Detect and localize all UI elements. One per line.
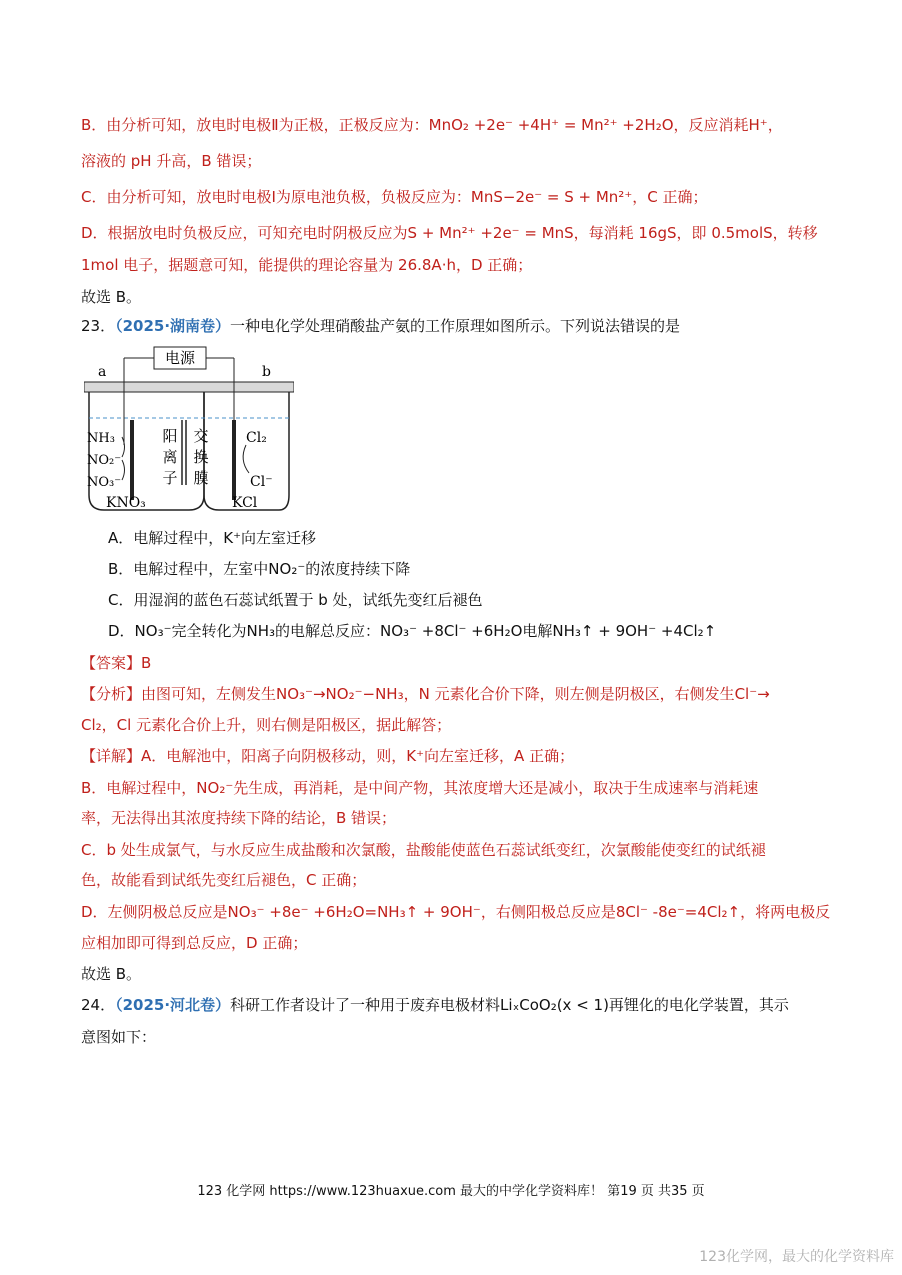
analysis-tag: 【分析】 <box>81 685 142 703</box>
power-label: 电源 <box>164 349 196 367</box>
species-nh3: NH₃ <box>87 431 115 446</box>
answer-row <box>81 652 151 674</box>
membrane-char-3: 子 <box>162 469 178 487</box>
option-a: A．电解过程中，K⁺向左室迁移 <box>108 529 317 547</box>
terminal-b: b <box>262 364 271 380</box>
question-23-number: 23． <box>81 317 116 335</box>
text-d2: 1mol 电子，据题意可知，能提供的理论容量为 26.8A·h，D 正确； <box>81 256 533 274</box>
membrane-char-1: 阳 <box>162 427 178 445</box>
species-no2: NO₂⁻ <box>87 453 122 468</box>
terminal-a: a <box>98 364 107 380</box>
option-b: B．电解过程中，左室中NO₂⁻的浓度持续下降 <box>108 560 411 578</box>
text-answer-2: 故选 B。 <box>81 965 142 983</box>
option-d: D．NO₃⁻完全转化为NH₃的电解总反应：NO₃⁻ +8Cl⁻ +6H₂O电解NH₃↑ + 9OH⁻ +4Cl₂↑ <box>108 622 717 640</box>
detail-text-b1: B．电解过程中，NO₂⁻先生成，再消耗，是中间产物，其浓度增大还是减小，取决于生成速率与消耗速 <box>81 779 759 797</box>
species-cl2: Cl₂ <box>246 430 267 446</box>
right-electrode <box>232 420 236 500</box>
option-c: C．用湿润的蓝色石蕊试纸置于 b 处，试纸先变红后褪色 <box>108 591 483 609</box>
question-24-text-1: 科研工作者设计了一种用于废弃电极材料LiₓCoO₂(x < 1)再锂化的电化学装置，其示 <box>230 996 789 1014</box>
question-24-source: （2025·河北卷） <box>115 996 231 1014</box>
detail-text-d2: 应相加即可得到总反应，D 正确； <box>81 934 308 952</box>
detail-text-c1: C．b 处生成氯气，与水反应生成盐酸和次氯酸，盐酸能使蓝色石蕊试纸变红，次氯酸能使变红的试纸褪 <box>81 841 766 859</box>
analysis-text-2: Cl₂，Cl 元素化合价上升，则右侧是阳极区，据此解答； <box>81 716 452 734</box>
detail-text-a: A．电解池中，阳离子向阴极移动，则，K⁺向左室迁移，A 正确； <box>141 747 575 765</box>
page-footer: 123 化学网 https://www.123huaxue.com 最大的中学化学资料库！ 第19 页 共35 页 <box>197 1184 705 1199</box>
text-answer-1: 故选 B。 <box>81 288 142 306</box>
question-24-text-2: 意图如下： <box>81 1028 157 1046</box>
right-chamber <box>204 392 289 510</box>
membrane-char-6: 膜 <box>193 469 209 487</box>
membrane-char-2: 离 <box>162 448 178 466</box>
question-23-source: （2025·湖南卷） <box>115 317 231 335</box>
membrane-char-5: 换 <box>193 448 209 466</box>
left-electrode <box>130 420 134 500</box>
detail-text-c2: 色，故能看到试纸先变红后褪色，C 正确； <box>81 871 367 889</box>
species-no3: NO₃⁻ <box>87 475 122 490</box>
detail-row <box>81 745 574 767</box>
analysis-text-1: 由图可知，左侧发生NO₃⁻→NO₂⁻−NH₃，N 元素化合价下降，则左侧是阴极区，右侧发生Cl⁻→ <box>141 685 770 703</box>
arrow-right <box>243 445 249 473</box>
question-23 <box>81 315 680 337</box>
membrane-char-4: 交 <box>193 427 209 445</box>
answer-value: B <box>141 654 152 672</box>
left-solution-label: KNO₃ <box>106 495 146 511</box>
text-d1: D．根据放电时负极反应，可知充电时阴极反应为S + Mn²⁺ +2e⁻ = MnS，每消耗 16gS，即 0.5molS，转移 <box>81 224 818 242</box>
species-cl-ion: Cl⁻ <box>250 474 273 490</box>
question-24-number: 24． <box>81 996 116 1014</box>
text-c1: C．由分析可知，放电时电极Ⅰ为原电池负极，负极反应为：MnS−2e⁻ = S + Mn²⁺，C 正确； <box>81 188 708 206</box>
detail-tag: 【详解】 <box>81 747 142 765</box>
text-b1: B．由分析可知，放电时电极Ⅱ为正极，正极反应为：MnO₂ +2e⁻ +4H⁺ = Mn²⁺ +2H₂O，反应消耗H⁺， <box>81 116 783 134</box>
watermark: 123化学网，最大的化学资料库 <box>699 1249 894 1265</box>
text-b2: 溶液的 pH 升高，B 错误； <box>81 152 262 170</box>
electrolysis-diagram <box>84 345 294 515</box>
question-23-text: 一种电化学处理硝酸盐产氨的工作原理如图所示。下列说法错误的是 <box>230 317 681 335</box>
cell-lid <box>84 382 294 392</box>
analysis-row <box>81 683 770 705</box>
right-solution-label: KCl <box>232 495 258 511</box>
detail-text-b2: 率，无法得出其浓度持续下降的结论，B 错误； <box>81 809 397 827</box>
question-24 <box>81 994 789 1016</box>
detail-text-d1: D．左侧阴极总反应是NO₃⁻ +8e⁻ +6H₂O=NH₃↑ + 9OH⁻，右侧阳极总反应是8Cl⁻ -8e⁻=4Cl₂↑，将两电极反 <box>81 903 831 921</box>
answer-tag: 【答案】 <box>81 654 142 672</box>
arrow-left-1 <box>122 460 125 480</box>
